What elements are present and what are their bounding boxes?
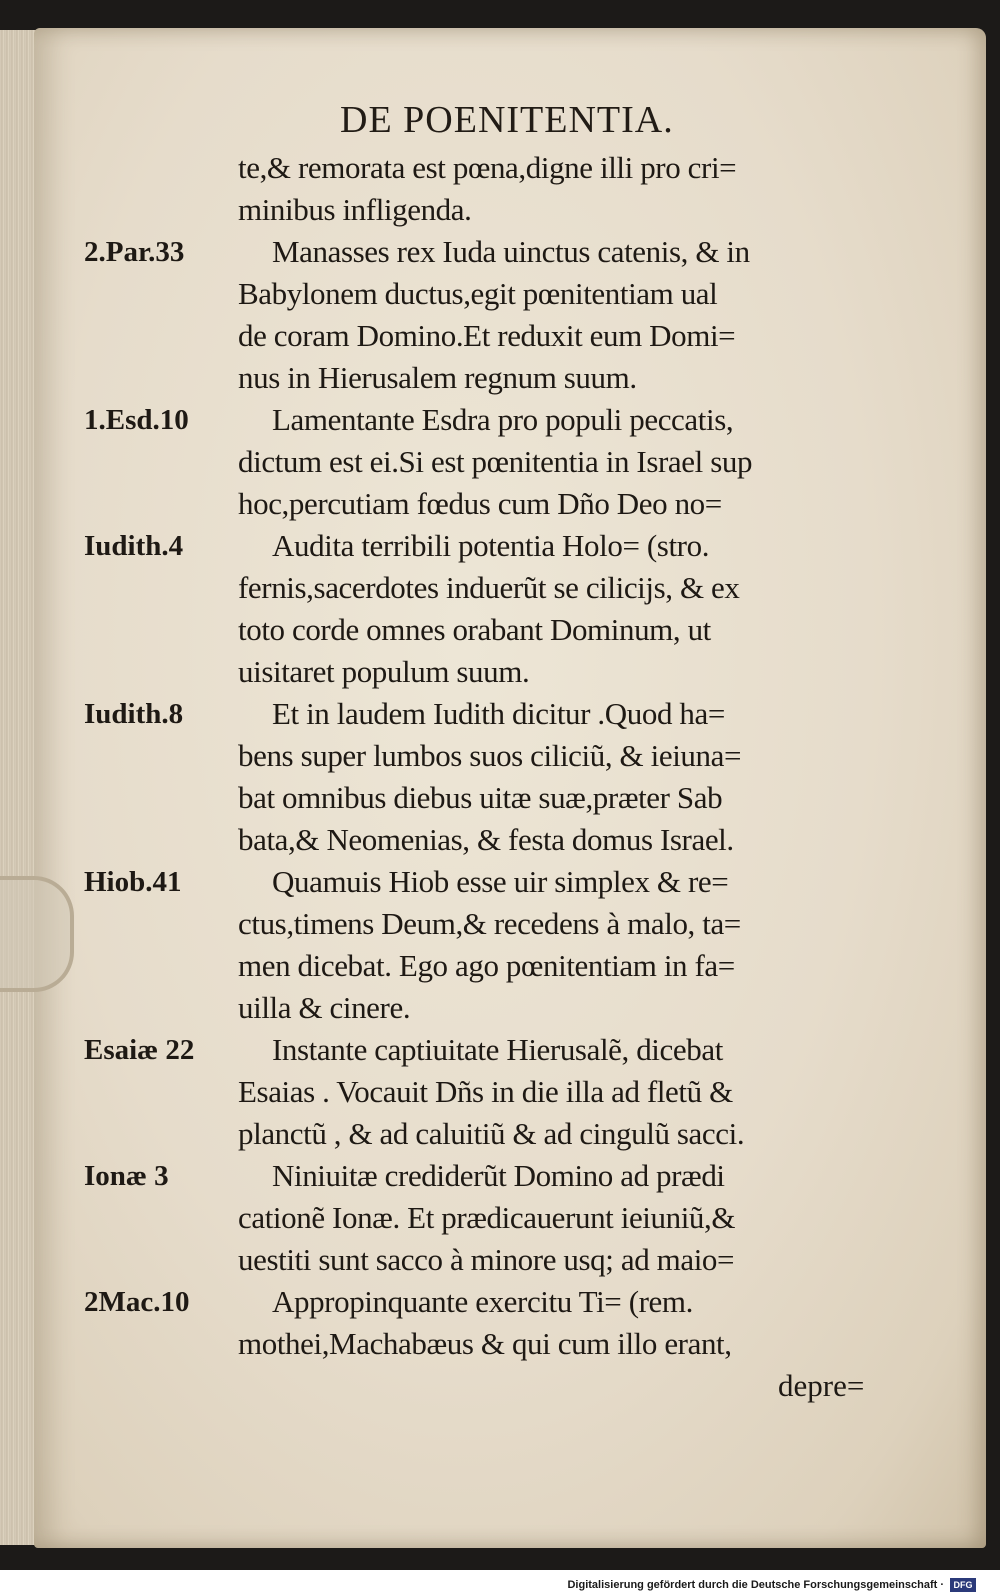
text-line: nus in Hierusalem regnum suum. <box>238 360 637 395</box>
text-line: uestiti sunt sacco à minore usq; ad maio= <box>238 1242 735 1277</box>
margin-reference: 1.Esd.10 <box>84 404 189 436</box>
text-line: Lamentante Esdra pro populi peccatis, <box>272 402 734 437</box>
text-line: uisitaret populum suum. <box>238 654 530 689</box>
running-head: DE POENITENTIA. <box>340 99 674 141</box>
text-line: dictum est ei.Si est pœnitentia in Israel sup <box>238 444 753 479</box>
text-line: Esaias . Vocauit Dñs in die illa ad fletũ & <box>238 1074 733 1109</box>
text-line: Appropinquante exercitu Ti= (rem. <box>272 1284 693 1319</box>
text-line: toto corde omnes orabant Dominum, ut <box>238 612 711 647</box>
margin-reference: Iudith.8 <box>84 698 184 730</box>
text-line: Manasses rex Iuda uinctus catenis, & in <box>272 234 750 269</box>
book-clasp <box>0 876 74 992</box>
dfg-logo: DFG <box>950 1578 976 1592</box>
text-line: mothei,Machabæus & qui cum illo erant, <box>238 1326 732 1361</box>
margin-reference: Ionæ 3 <box>84 1160 169 1192</box>
text-line: Niniuitæ crediderũt Domino ad prædi <box>272 1158 725 1193</box>
text-line: de coram Domino.Et reduxit eum Domi= <box>238 318 736 353</box>
text-line: men dicebat. Ego ago pœnitentiam in fa= <box>238 948 735 983</box>
margin-reference: Esaiæ 22 <box>84 1034 195 1066</box>
text-line: planctũ , & ad caluitiũ & ad cingulũ sacci. <box>238 1116 745 1151</box>
text-line: minibus infligenda. <box>238 192 472 227</box>
text-line: bens super lumbos suos ciliciũ, & ieiuna= <box>238 738 742 773</box>
margin-reference: 2.Par.33 <box>84 236 185 268</box>
text-line: Et in laudem Iudith dicitur .Quod ha= <box>272 696 725 731</box>
margin-reference: 2Mac.10 <box>84 1286 190 1318</box>
text-line: uilla & cinere. <box>238 990 411 1025</box>
footer-credit: Digitalisierung gefördert durch die Deutsche Forschungsgemeinschaft · <box>567 1579 944 1591</box>
text-line: Instante captiuitate Hierusalẽ, dicebat <box>272 1032 723 1067</box>
margin-reference: Iudith.4 <box>84 530 184 562</box>
text-line: bat omnibus diebus uitæ suæ,præter Sab <box>238 780 723 815</box>
text-line: Quamuis Hiob esse uir simplex & re= <box>272 864 729 899</box>
text-line: ctus,timens Deum,& recedens à malo, ta= <box>238 906 741 941</box>
text-line: fernis,sacerdotes induerũt se ciliciјs, & ex <box>238 570 740 605</box>
text-line: bata,& Neomenias, & festa domus Israel. <box>238 822 734 857</box>
catchword: depre= <box>778 1368 865 1403</box>
text-line: cationẽ Ionæ. Et prædicauerunt ieiuniũ,& <box>238 1200 736 1235</box>
text-line: Babylonem ductus,egit pœnitentiam ual <box>238 276 718 311</box>
margin-reference: Hiob.41 <box>84 866 182 898</box>
text-line: hoc,percutiam fœdus cum Dño Deo no= <box>238 486 722 521</box>
text-line: Audita terribili potentia Holo= (stro. <box>272 528 710 563</box>
text-line: te,& remorata est pœna,digne illi pro cri= <box>238 150 737 185</box>
